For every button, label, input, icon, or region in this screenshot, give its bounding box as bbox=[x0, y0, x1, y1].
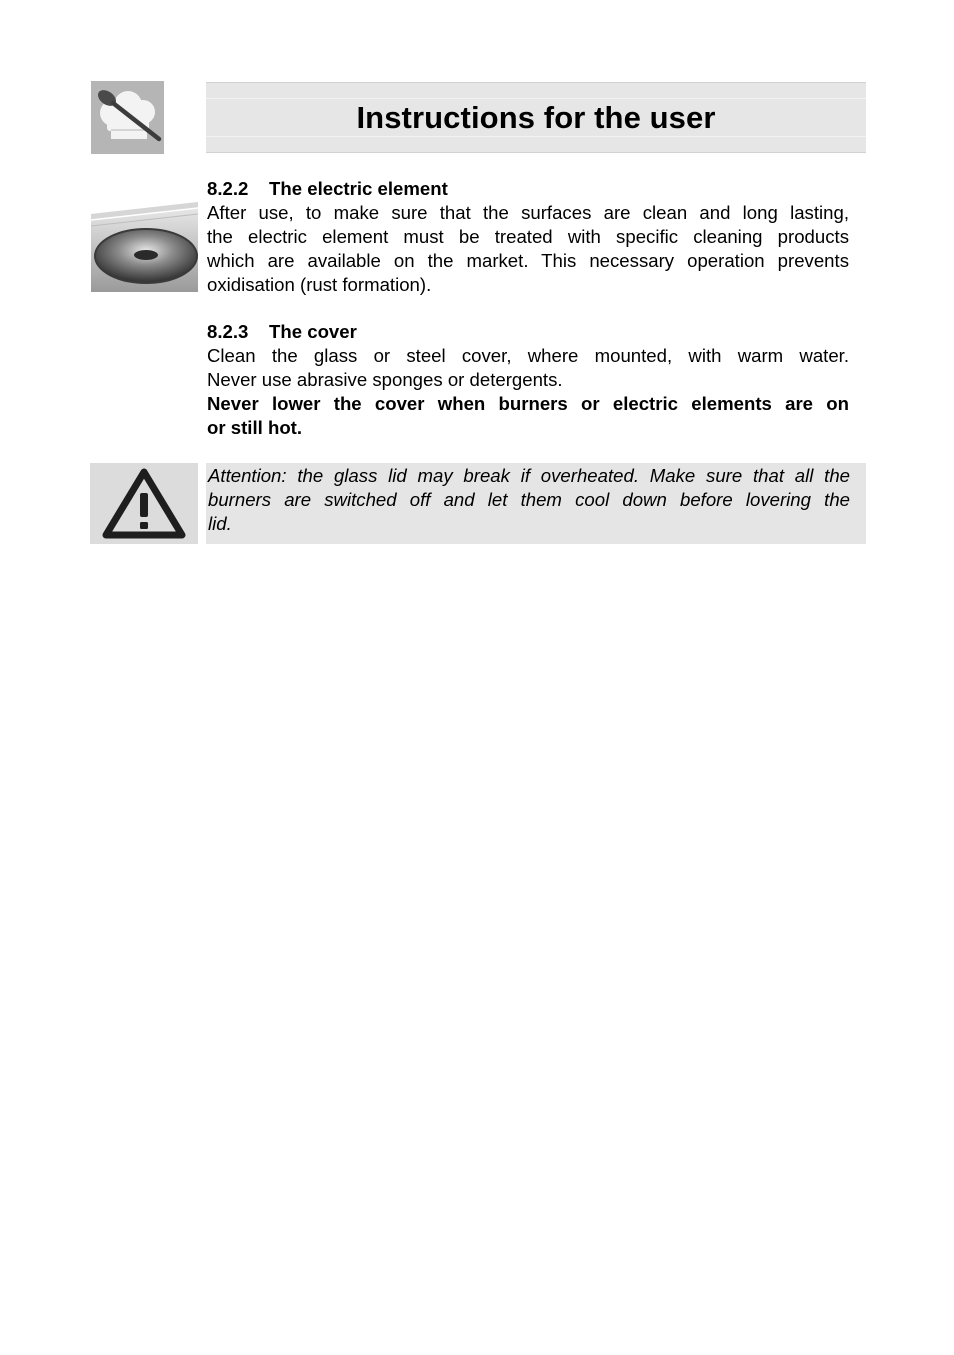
section-title: The electric element bbox=[269, 178, 448, 199]
bold-warning-line: or still hot. bbox=[207, 417, 303, 438]
paragraph-line: Clean the glass or steel cover, where mounted, with warm water. bbox=[207, 345, 849, 366]
section-cover bbox=[207, 320, 849, 440]
page-title: Instructions for the user bbox=[356, 100, 716, 135]
warning-line: Attention: the glass lid may break if overheated. Make sure that all the bbox=[208, 465, 850, 486]
chef-hat-spoon-icon bbox=[91, 81, 164, 154]
warning-text bbox=[208, 464, 850, 536]
section-title: The cover bbox=[269, 321, 357, 342]
paragraph-line: After use, to make sure that the surfaces are clean and long lasting, bbox=[207, 202, 849, 223]
warning-box bbox=[206, 463, 866, 544]
paragraph-line: Never use abrasive sponges or detergents. bbox=[207, 369, 563, 390]
section-number: 8.2.3 bbox=[207, 321, 249, 342]
paragraph-line: the electric element must be treated with specific cleaning products bbox=[207, 226, 849, 247]
warning-line: lid. bbox=[208, 513, 232, 534]
paragraph-line: oxidisation (rust formation). bbox=[207, 274, 432, 295]
section-heading bbox=[207, 177, 849, 201]
section-electric-element bbox=[207, 177, 849, 297]
bold-warning-line: Never lower the cover when burners or electric elements are on bbox=[207, 393, 849, 414]
paragraph-line: which are available on the market. This necessary operation prevents bbox=[207, 250, 849, 271]
electric-hob-icon bbox=[91, 200, 198, 292]
warning-triangle-icon bbox=[90, 463, 198, 544]
warning-line: burners are switched off and let them cool down before lovering the bbox=[208, 489, 850, 510]
title-bar bbox=[206, 82, 866, 153]
section-number: 8.2.2 bbox=[207, 178, 249, 199]
section-heading bbox=[207, 320, 849, 344]
